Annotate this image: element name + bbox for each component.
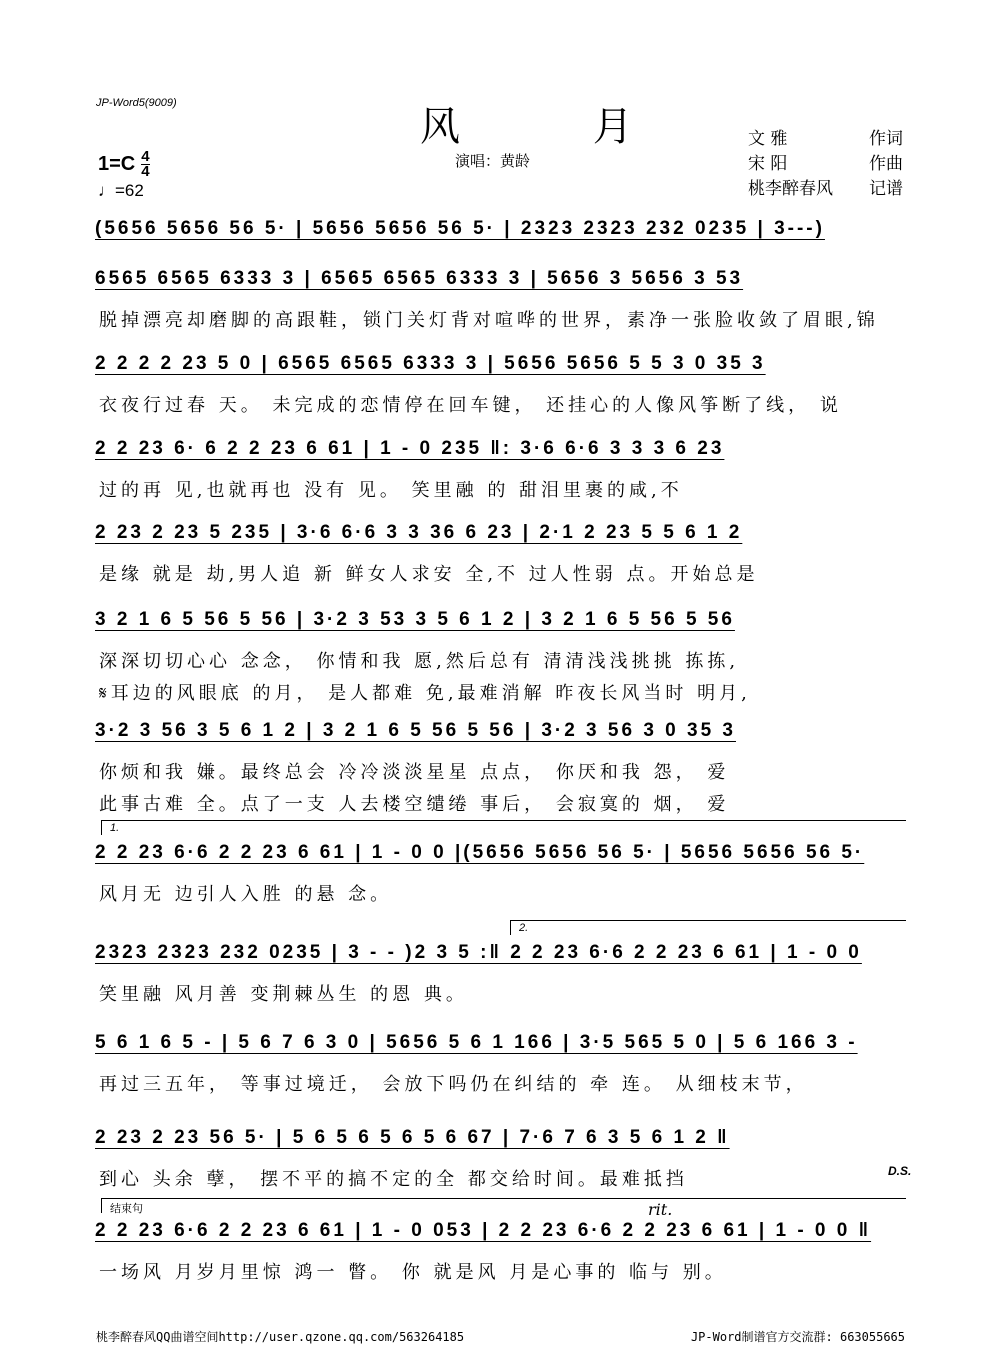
lyrics-line: 风月无 边引人入胜 的悬 念。 xyxy=(99,884,393,904)
lyrics-line: 过的再 见,也就再也 没有 见。 笑里融 的 甜泪里裹的咸,不 xyxy=(99,480,683,500)
composer-role: 作曲 xyxy=(869,154,903,174)
transcriber-name: 桃李醉春风 xyxy=(748,179,833,199)
lyrics-line-verse-2: 𝄋耳边的风眼底 的月， 是人都难 免,最难消解 昨夜长风当时 明月, xyxy=(99,683,751,703)
coda-bracket xyxy=(101,1198,906,1213)
composer-name: 宋 阳 xyxy=(748,154,788,174)
notation-line: 2 2 2 2 23 5 0 | 6565 6565 6333 3 | 5656 5656 5 5 3 0 35 3 xyxy=(95,353,766,374)
song-title: 风 月 xyxy=(420,104,693,150)
lyrics-line: 是缘 就是 劫,男人追 新 鲜女人求安 全,不 过人性弱 点。开始总是 xyxy=(99,564,759,584)
time-signature xyxy=(141,150,149,179)
lyrics-line: 一场风 月岁月里惊 鸿一 瞥。 你 就是风 月是心事的 临与 别。 xyxy=(99,1262,727,1282)
lyricist-role: 作词 xyxy=(869,129,903,149)
time-sig-bottom: 4 xyxy=(141,163,150,180)
notation-line: 2 2 23 6· 6 2 2 23 6 61 | 1 - 0 235 ‖: 3·6 6·6 3 3 3 6 23 xyxy=(95,438,725,459)
lyrics-line-verse-1: 深深切切心心 念念， 你情和我 愿,然后总有 清清浅浅挑挑 拣拣, xyxy=(99,651,740,671)
transcriber-role: 记谱 xyxy=(869,179,903,199)
ritardando-mark: rit. xyxy=(648,1200,673,1219)
time-sig-top: 4 xyxy=(141,148,150,165)
credits-block xyxy=(748,127,903,202)
notation-line: (5656 5656 56 5· | 5656 5656 56 5· | 2323 2323 232 0235 | 3---) xyxy=(95,218,825,239)
key-label: 1=C xyxy=(98,153,136,175)
notation-line: 3 2 1 6 5 56 5 56 | 3·2 3 53 3 5 6 1 2 | 3 2 1 6 5 56 5 56 xyxy=(95,609,735,630)
notation-line: 2 23 2 23 5 235 | 3·6 6·6 3 3 36 6 23 | 2·1 2 23 5 5 6 1 2 xyxy=(95,522,743,543)
footer-group: JP-Word制谱官方交流群: 663055665 xyxy=(690,1330,905,1344)
lyrics-line: 再过三五年， 等事过境迁， 会放下吗仍在纠结的 牵 连。 从细枝末节， xyxy=(99,1074,808,1094)
notation-line: 6565 6565 6333 3 | 6565 6565 6333 3 | 5656 3 5656 3 53 xyxy=(95,268,744,289)
lyrics-line: 衣夜行过春 天。 未完成的恋情停在回车键， 还挂心的人像风筝断了线， 说 xyxy=(99,395,842,415)
transcriber-credit xyxy=(748,177,903,202)
lyrics-line: 笑里融 风月善 变荆棘丛生 的恩 典。 xyxy=(99,984,468,1004)
first-ending-bracket xyxy=(101,820,906,835)
lyrics-line-verse-2: 此事古难 全。点了一支 人去楼空缱绻 事后， 会寂寞的 烟， 爱 xyxy=(99,794,730,814)
footer-source: 桃李醉春风QQ曲谱空间http://user.qzone.qq.com/563264185 xyxy=(96,1330,465,1344)
notation-line: 2323 2323 232 0235 | 3 - - )2 3 5 :‖ 2 2 23 6·6 2 2 23 6 61 | 1 - 0 0 xyxy=(95,942,862,963)
singer-credit: 演唱：黄龄 xyxy=(455,152,531,170)
notation-line: 2 2 23 6·6 2 2 23 6 61 | 1 - 0 053 | 2 2 23 6·6 2 2 23 6 61 | 1 - 0 0 ‖ xyxy=(95,1220,872,1241)
tempo-marking: ♩=62 xyxy=(98,181,144,200)
lyrics-line-verse-1: 你烦和我 嫌。最终总会 冷冷淡淡星星 点点， 你厌和我 怨， 爱 xyxy=(99,762,730,782)
software-label: JP-Word5(9009) xyxy=(96,97,177,109)
notation-line: 3·2 3 56 3 5 6 1 2 | 3 2 1 6 5 56 5 56 | 3·2 3 56 3 0 35 3 xyxy=(95,720,736,741)
dal-segno-mark: D.S. xyxy=(888,1164,912,1178)
notation-line: 2 23 2 23 56 5· | 5 6 5 6 5 6 5 6 67 | 7·6 7 6 3 5 6 1 2 ‖ xyxy=(95,1127,730,1148)
first-ending-label: 1. xyxy=(110,822,120,834)
second-ending-label: 2. xyxy=(519,922,529,934)
notation-line: 5 6 1 6 5 - | 5 6 7 6 3 0 | 5656 5 6 1 166 | 3·5 565 5 0 | 5 6 166 3 - xyxy=(95,1032,858,1053)
composer-credit xyxy=(748,152,903,177)
coda-label: 结束句 xyxy=(110,1202,143,1215)
key-signature xyxy=(98,150,150,179)
notation-line: 2 2 23 6·6 2 2 23 6 61 | 1 - 0 0 |(5656 5656 56 5· | 5656 5656 56 5· xyxy=(95,842,865,863)
second-ending-bracket xyxy=(510,920,906,935)
lyrics-line: 到心 头余 孽， 摆不平的搞不定的全 都交给时间。最难抵挡 xyxy=(99,1169,688,1189)
lyricist-credit xyxy=(748,127,903,152)
lyrics-line: 脱掉漂亮却磨脚的高跟鞋，锁门关灯背对喧哗的世界，素净一张脸收敛了眉眼,锦 xyxy=(99,310,879,330)
lyricist-name: 文 雅 xyxy=(748,129,788,149)
